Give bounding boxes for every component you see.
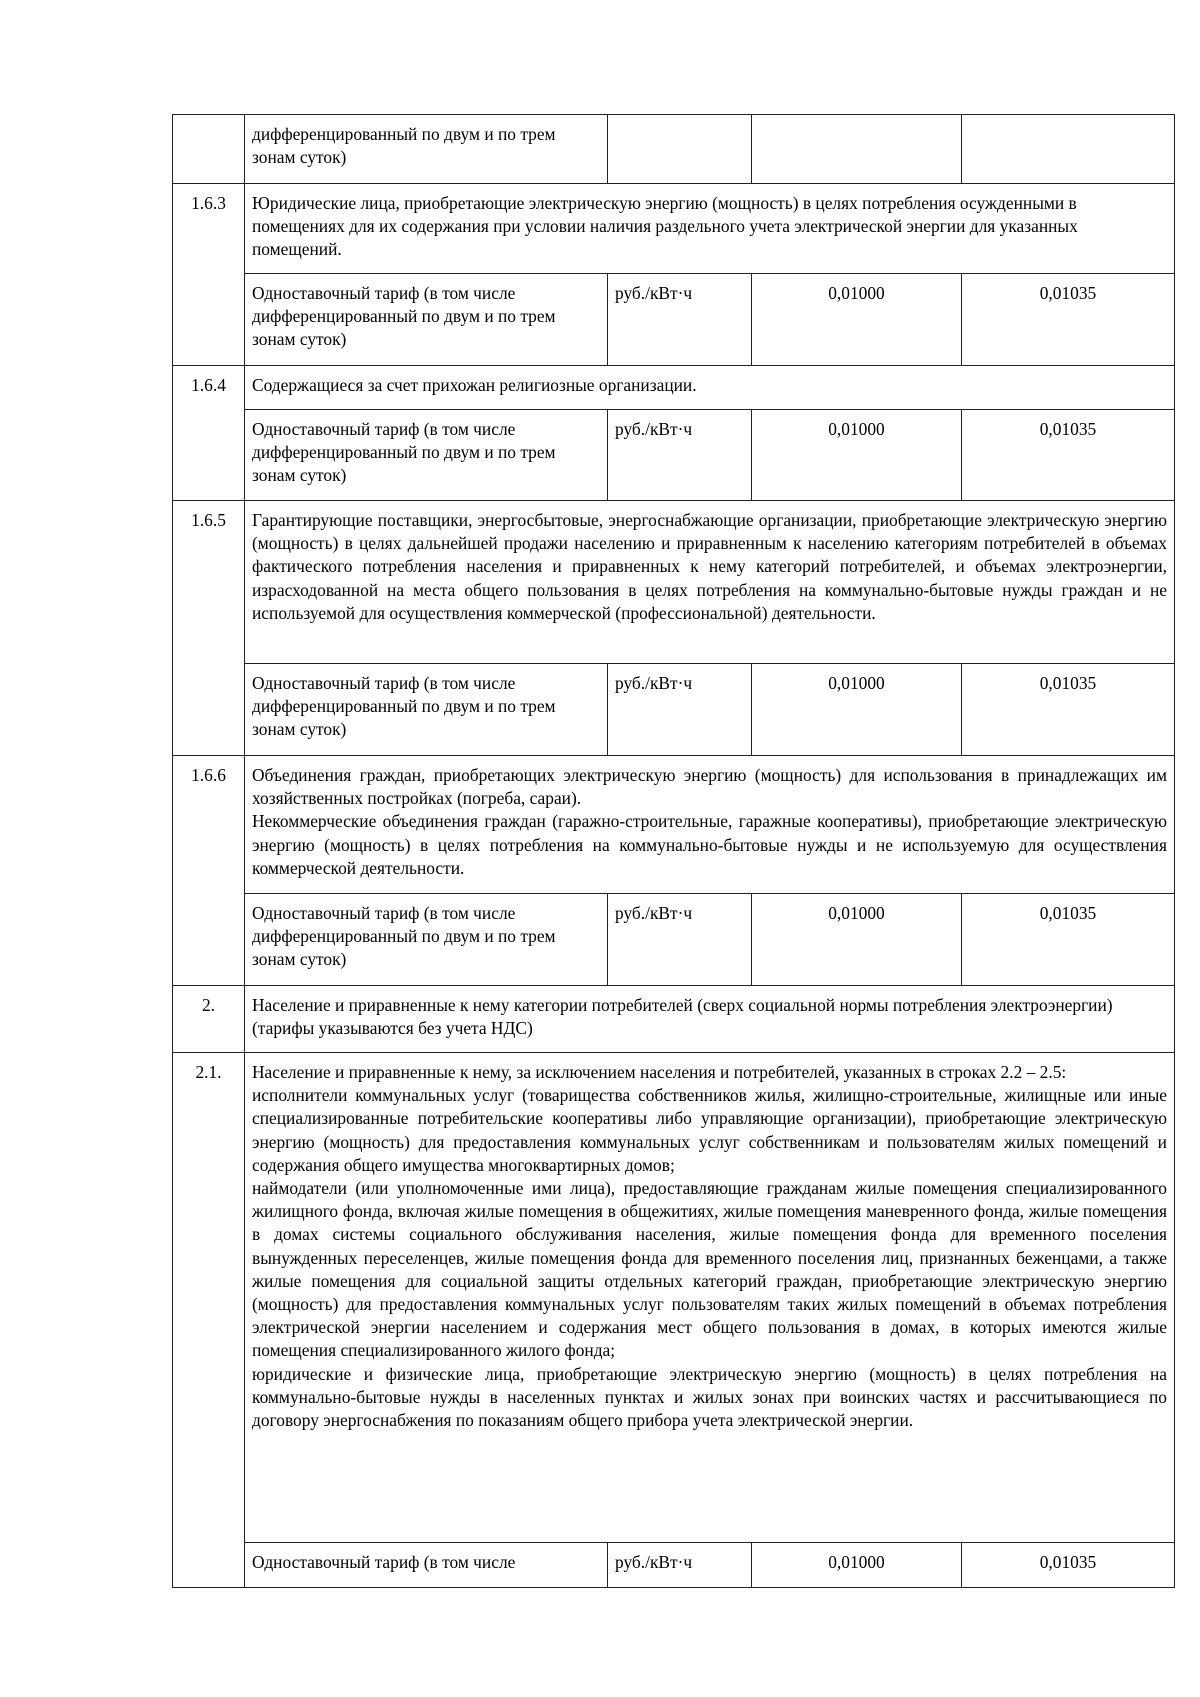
description-paragraph: Население и приравненные к нему, за исключением населения и потребителей, указанных в строках 2.2 – 2.5: [252,1062,1067,1082]
table-row [173,366,1175,410]
description-paragraph: Объединения граждан, приобретающих электрическую энергию (мощность) для использования в принадлежащих им хозяйственных постройках (погреба, сараи). [252,765,1167,809]
tariff-value-first-half: 0,01000 [752,274,962,366]
row-number: 1.6.5 [173,501,245,756]
rate-name: Одноставочный тариф (в том числе дифференцированный по двум и по трем зонам суток) [245,410,608,501]
tariff-value-first-half: 0,01000 [752,410,962,501]
tariff-value-first-half: 0,01000 [752,894,962,986]
unit: руб./кВт·ч [608,274,752,366]
row-description [245,1053,1175,1543]
table-row [173,986,1175,1053]
unit: руб./кВт·ч [608,664,752,756]
table-row [173,115,1175,184]
table-row [173,664,1175,756]
description-paragraph: Некоммерческие объединения граждан (гаражно-строительные, гаражные кооперативы), приобретающие электрическую энергию (мощность) в целях потребления на коммунально-бытовые нужды и не используемую для осуществления коммерческой деятельности. [252,811,1167,878]
table-row [173,756,1175,894]
unit: руб./кВт·ч [608,410,752,501]
description-paragraph: юридические и физические лица, приобретающие электрическую энергию (мощность) в целях потребления на коммунально-бытовые нужды в населенных пунктах и жилых зонах при воинских частях и рассчитывающиеся по договору энергоснабжения по показаниям общего прибора учета электрической энергии. [252,1363,1167,1431]
table-row [173,410,1175,501]
rate-name: дифференцированный по двум и по трем зонам суток) [245,115,608,184]
tariff-value-second-half: 0,01035 [962,664,1175,756]
value-empty [962,115,1175,184]
row-number-empty [173,115,245,184]
table-row [173,894,1175,986]
tariff-value-second-half: 0,01035 [962,410,1175,501]
document-page [172,114,1174,1588]
tariff-value-first-half: 0,01000 [752,664,962,756]
unit: руб./кВт·ч [608,1543,752,1588]
table-row [173,1053,1175,1543]
row-description: Содержащиеся за счет прихожан религиозные организации. [245,366,1175,410]
rate-name: Одноставочный тариф (в том числе дифференцированный по двум и по трем зонам суток) [245,894,608,986]
row-description: Население и приравненные к нему категории потребителей (сверх социальной нормы потребления электроэнергии) (тарифы указываются без учета НДС) [245,986,1175,1053]
tariff-table [172,114,1175,1588]
tariff-value-second-half: 0,01035 [962,894,1175,986]
row-description [245,756,1175,894]
row-number: 1.6.6 [173,756,245,986]
rate-name: Одноставочный тариф (в том числе дифференцированный по двум и по трем зонам суток) [245,274,608,366]
row-number: 1.6.4 [173,366,245,501]
row-number: 2.1. [173,1053,245,1588]
table-row [173,184,1175,274]
tariff-value-first-half: 0,01000 [752,1543,962,1588]
rate-name: Одноставочный тариф (в том числе [245,1543,608,1588]
unit: руб./кВт·ч [608,894,752,986]
row-number: 1.6.3 [173,184,245,366]
tariff-value-second-half: 0,01035 [962,1543,1175,1588]
unit-empty [608,115,752,184]
row-description: Гарантирующие поставщики, энергосбытовые, энергоснабжающие организации, приобретающие электрическую энергию (мощность) в целях дальнейшей продажи населению и приравненным к населению категориям потребителей в объемах фактического потребления населения и приравненных к нему категорий потребителей, и объемах электроэнергии, израсходованной на места общего пользования в целях потребления на коммунально-бытовые нужды граждан и не используемой для осуществления коммерческой (профессиональной) деятельности. [245,501,1175,664]
tariff-value-second-half: 0,01035 [962,274,1175,366]
description-paragraph: наймодатели (или уполномоченные ими лица), предоставляющие гражданам жилые помещения специализированного жилищного фонда, включая жилые помещения в общежитиях, жилые помещения маневренного фонда, жилые помещения в домах системы социального обслуживания населения, жилые помещения фонда для временного поселения вынужденных переселенцев, жилые помещения фонда для временного поселения лиц, признанных беженцами, а также жилые помещения для социальной защиты отдельных категорий граждан, приобретающие электрическую энергию (мощность) для предоставления коммунальных услуг пользователям таких жилых помещений в объемах потребления электрической энергии населением и содержания мест общего пользования в домах, в которых имеются жилые помещения специализированного жилого фонда; [252,1178,1167,1361]
value-empty [752,115,962,184]
table-row [173,501,1175,664]
rate-name: Одноставочный тариф (в том числе дифференцированный по двум и по трем зонам суток) [245,664,608,756]
row-description: Юридические лица, приобретающие электрическую энергию (мощность) в целях потребления осужденными в помещениях для их содержания при условии наличия раздельного учета электрической энергии для указанных помещений. [245,184,1175,274]
row-number: 2. [173,986,245,1053]
description-paragraph: исполнители коммунальных услуг (товарищества собственников жилья, жилищно-строительные, жилищные или иные специализированные потребительские кооперативы либо управляющие организации), приобретающие электрическую энергию (мощность) для предоставления коммунальных услуг собственникам и пользователям жилых помещений и содержания общего имущества многоквартирных домов; [252,1085,1167,1175]
table-row [173,1543,1175,1588]
table-row [173,274,1175,366]
